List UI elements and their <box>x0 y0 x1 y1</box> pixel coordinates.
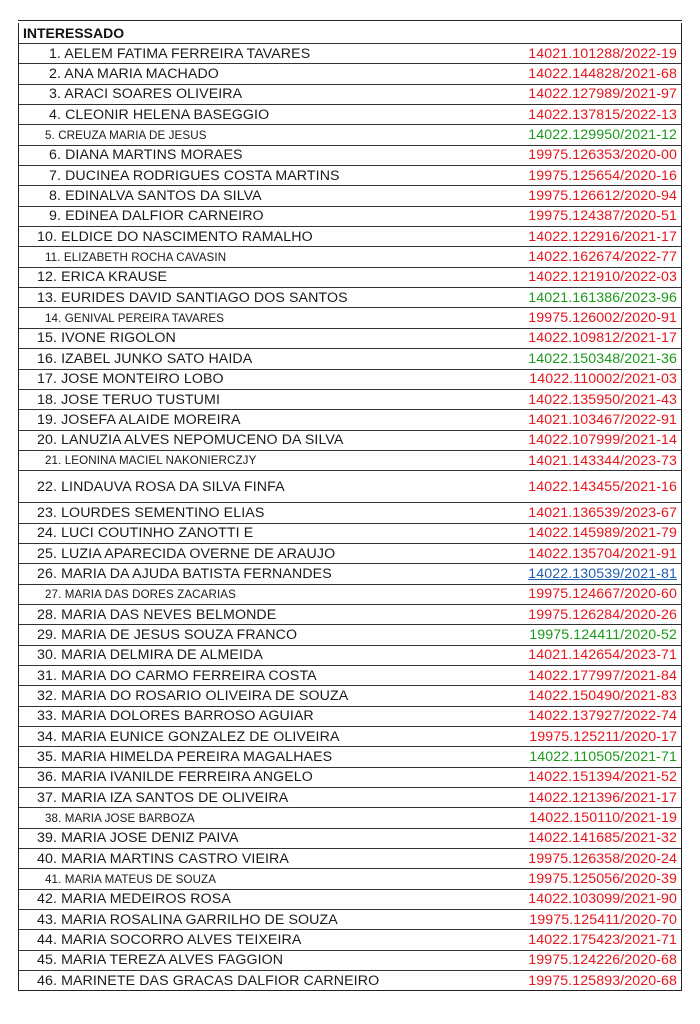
interessado-name: 11. ELIZABETH ROCHA CAVASIN <box>45 250 227 264</box>
process-number: 19975.125411/2020-70 <box>529 911 677 928</box>
table-row <box>19 807 681 827</box>
table-row <box>19 767 681 787</box>
interessado-name: 4. CLEONIR HELENA BASEGGIO <box>49 106 270 123</box>
interessado-name: 41. MARIA MATEUS DE SOUZA <box>45 872 217 886</box>
table-row <box>19 828 681 848</box>
table-row <box>19 185 681 205</box>
table-row <box>19 246 681 266</box>
table-row <box>19 502 681 522</box>
interessado-name: 1. AELEM FATIMA FERREIRA TAVARES <box>49 45 311 62</box>
table-row <box>19 889 681 909</box>
process-number: 19975.124411/2020-52 <box>529 626 677 643</box>
table-row <box>19 206 681 226</box>
interessado-name: 34. MARIA EUNICE GONZALEZ DE OLIVEIRA <box>37 728 340 745</box>
table-row <box>19 307 681 327</box>
interessado-name: 21. LEONINA MACIEL NAKONIERCZJY <box>45 454 257 468</box>
interessado-name: 7. DUCINEA RODRIGUES COSTA MARTINS <box>49 167 340 184</box>
process-number: 19975.126002/2020-91 <box>528 310 677 327</box>
top-rule <box>18 20 682 21</box>
interessado-name: 45. MARIA TEREZA ALVES FAGGION <box>37 952 284 969</box>
process-number: 19975.126284/2020-26 <box>528 606 677 623</box>
table-row <box>19 604 681 624</box>
interessado-name: 16. IZABEL JUNKO SATO HAIDA <box>37 350 253 367</box>
table-row <box>19 63 681 83</box>
table-row <box>19 43 681 63</box>
interessado-name: 25. LUZIA APARECIDA OVERNE DE ARAUJO <box>37 545 336 562</box>
process-number: 19975.125056/2020-39 <box>528 871 677 888</box>
table-row <box>19 970 681 990</box>
table-row <box>19 328 681 348</box>
interessado-name: 31. MARIA DO CARMO FERREIRA COSTA <box>37 667 317 684</box>
process-number: 14022.109812/2021-17 <box>528 330 677 347</box>
interessado-name: 17. JOSE MONTEIRO LOBO <box>37 371 224 388</box>
interessado-name: 13. EURIDES DAVID SANTIAGO DOS SANTOS <box>37 289 348 306</box>
table-row <box>19 124 681 144</box>
table-row <box>19 645 681 665</box>
process-number: 19975.124667/2020-60 <box>528 586 677 603</box>
table-row <box>19 523 681 543</box>
interessado-name: 18. JOSE TERUO TUSTUMI <box>37 391 220 408</box>
interessado-name: 24. LUCI COUTINHO ZANOTTI E <box>37 525 254 542</box>
interessado-name: 2. ANA MARIA MACHADO <box>49 66 219 83</box>
table-row <box>19 287 681 307</box>
process-number: 14021.142654/2023-71 <box>528 647 677 664</box>
process-number: 14022.107999/2021-14 <box>528 432 677 449</box>
table-row <box>19 584 681 604</box>
process-number: 19975.125893/2020-68 <box>528 972 677 989</box>
table-header: INTERESSADO <box>23 25 125 41</box>
process-number: 14022.110505/2021-71 <box>529 749 677 766</box>
table-row <box>19 430 681 450</box>
process-number: 19975.126612/2020-94 <box>528 188 677 205</box>
interessado-name: 27. MARIA DAS DORES ZACARIAS <box>45 587 236 601</box>
interessado-name: 6. DIANA MARTINS MORAES <box>49 147 243 164</box>
interessado-name: 8. EDINALVA SANTOS DA SILVA <box>49 188 262 205</box>
interessado-name: 14. GENIVAL PEREIRA TAVARES <box>45 311 225 325</box>
process-number: 19975.125654/2020-16 <box>528 167 677 184</box>
interessado-name: 28. MARIA DAS NEVES BELMONDE <box>37 606 277 623</box>
table-row <box>19 685 681 705</box>
table-row <box>19 470 681 502</box>
interessado-name: 42. MARIA MEDEIROS ROSA <box>37 891 231 908</box>
interessado-name: 26. MARIA DA AJUDA BATISTA FERNANDES <box>37 565 332 582</box>
table-row <box>19 267 681 287</box>
table-row <box>19 104 681 124</box>
table-row <box>19 450 681 470</box>
table-row <box>19 868 681 888</box>
process-number: 14022.121396/2021-17 <box>528 789 677 806</box>
interessado-name: 12. ERICA KRAUSE <box>37 269 168 286</box>
interessado-name: 10. ELDICE DO NASCIMENTO RAMALHO <box>37 228 313 245</box>
table-body <box>19 43 681 990</box>
table-row <box>19 389 681 409</box>
table-row <box>19 706 681 726</box>
table-row <box>19 409 681 429</box>
table-row <box>19 84 681 104</box>
interessado-name: 19. JOSEFA ALAIDE MOREIRA <box>37 411 241 428</box>
interessado-name: 44. MARIA SOCORRO ALVES TEIXEIRA <box>37 932 302 949</box>
interessado-name: 39. MARIA JOSE DENIZ PAIVA <box>37 830 239 847</box>
process-number: 19975.126358/2020-24 <box>528 850 677 867</box>
interessado-name: 46. MARINETE DAS GRACAS DALFIOR CARNEIRO <box>37 972 380 989</box>
process-number: 14022.162674/2022-77 <box>528 249 677 266</box>
process-number: 14022.103099/2021-90 <box>528 891 677 908</box>
process-number: 14022.143455/2021-16 <box>528 478 677 495</box>
table-row <box>19 909 681 929</box>
interessado-name: 40. MARIA MARTINS CASTRO VIEIRA <box>37 850 289 867</box>
interessados-table <box>18 23 682 991</box>
process-number: 14021.103467/2022-91 <box>528 411 677 428</box>
table-row <box>19 369 681 389</box>
process-number: 14022.151394/2021-52 <box>528 769 677 786</box>
process-number: 14022.137815/2022-13 <box>528 106 677 123</box>
interessado-name: 29. MARIA DE JESUS SOUZA FRANCO <box>37 626 298 643</box>
process-number: 14021.143344/2023-73 <box>528 452 677 469</box>
process-number: 14021.136539/2023-67 <box>528 504 677 521</box>
process-number: 14022.122916/2021-17 <box>528 228 677 245</box>
interessado-name: 43. MARIA ROSALINA GARRILHO DE SOUZA <box>37 911 338 928</box>
table-row <box>19 726 681 746</box>
table-row <box>19 226 681 246</box>
interessado-name: 35. MARIA HIMELDA PEREIRA MAGALHAES <box>37 749 333 766</box>
interessado-name: 20. LANUZIA ALVES NEPOMUCENO DA SILVA <box>37 432 344 449</box>
table-row <box>19 348 681 368</box>
table-row <box>19 543 681 563</box>
interessado-name: 5. CREUZA MARIA DE JESUS <box>45 128 207 142</box>
interessado-name: 37. MARIA IZA SANTOS DE OLIVEIRA <box>37 789 289 806</box>
process-number: 19975.125211/2020-17 <box>529 728 677 745</box>
table-row <box>19 665 681 685</box>
interessado-name: 36. MARIA IVANILDE FERREIRA ANGELO <box>37 769 313 786</box>
interessado-name: 30. MARIA DELMIRA DE ALMEIDA <box>37 647 263 664</box>
process-number: 14022.150348/2021-36 <box>528 350 677 367</box>
process-number: 14021.101288/2022-19 <box>528 45 677 62</box>
process-number: 19975.124387/2020-51 <box>528 208 677 225</box>
process-number-link[interactable]: 14022.130539/2021-81 <box>528 565 677 582</box>
table-row <box>19 563 681 583</box>
process-number: 14022.177997/2021-84 <box>528 667 677 684</box>
table-row <box>19 624 681 644</box>
process-number: 14022.135704/2021-91 <box>528 545 677 562</box>
process-number: 14022.121910/2022-03 <box>528 269 677 286</box>
interessado-name: 38. MARIA JOSE BARBOZA <box>45 811 195 825</box>
process-number: 14022.145989/2021-79 <box>528 525 677 542</box>
process-number: 14022.144828/2021-68 <box>528 66 677 83</box>
table-row <box>19 145 681 165</box>
process-number: 14022.175423/2021-71 <box>528 932 677 949</box>
interessado-name: 3. ARACI SOARES OLIVEIRA <box>49 86 243 103</box>
process-number: 14022.141685/2021-32 <box>528 830 677 847</box>
table-row <box>19 848 681 868</box>
process-number: 14022.150490/2021-83 <box>528 687 677 704</box>
process-number: 14022.135950/2021-43 <box>528 391 677 408</box>
process-number: 19975.124226/2020-68 <box>528 952 677 969</box>
interessado-name: 32. MARIA DO ROSARIO OLIVEIRA DE SOUZA <box>37 687 349 704</box>
interessado-name: 23. LOURDES SEMENTINO ELIAS <box>37 504 265 521</box>
process-number: 14022.129950/2021-12 <box>528 127 677 144</box>
table-row <box>19 929 681 949</box>
process-number: 14022.150110/2021-19 <box>529 810 677 827</box>
table-row <box>19 787 681 807</box>
interessado-name: 33. MARIA DOLORES BARROSO AGUIAR <box>37 708 314 725</box>
interessado-name: 9. EDINEA DALFIOR CARNEIRO <box>49 208 264 225</box>
table-row <box>19 950 681 970</box>
table-row <box>19 165 681 185</box>
interessado-name: 22. LINDAUVA ROSA DA SILVA FINFA <box>37 478 285 495</box>
process-number: 14021.161386/2023-96 <box>528 289 677 306</box>
process-number: 14022.137927/2022-74 <box>528 708 677 725</box>
table-row <box>19 746 681 766</box>
process-number: 14022.127989/2021-97 <box>528 86 677 103</box>
interessado-name: 15. IVONE RIGOLON <box>37 330 176 347</box>
process-number: 14022.110002/2021-03 <box>529 371 677 388</box>
process-number: 19975.126353/2020-00 <box>528 147 677 164</box>
